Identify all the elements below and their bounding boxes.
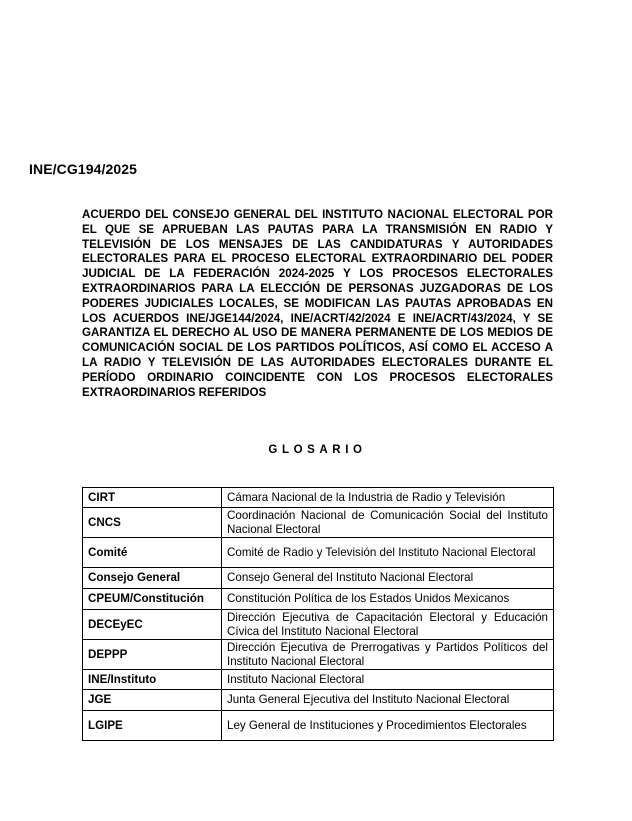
glossary-definition: Cámara Nacional de la Industria de Radio y Televisión	[222, 488, 554, 508]
glossary-definition: Ley General de Instituciones y Procedimientos Electorales	[222, 711, 554, 741]
glossary-term: DEPPP	[83, 640, 222, 670]
document-id: INE/CG194/2025	[29, 161, 138, 177]
glossary-row	[83, 640, 554, 670]
glossary-definition: Coordinación Nacional de Comunicación Social del Instituto Nacional Electoral	[222, 508, 554, 538]
glossary-definition: Comité de Radio y Televisión del Instituto Nacional Electoral	[222, 538, 554, 568]
glossary-row	[83, 711, 554, 741]
glossary-definition: Dirección Ejecutiva de Prerrogativas y Partidos Políticos del Instituto Nacional Electoral	[222, 640, 554, 670]
glossary-term: LGIPE	[83, 711, 222, 741]
glossary-row	[83, 690, 554, 711]
glossary-row	[83, 508, 554, 538]
glossary-term: Consejo General	[83, 568, 222, 589]
glossary-term: DECEyEC	[83, 610, 222, 640]
glossary-row	[83, 488, 554, 508]
glossary-definition: Junta General Ejecutiva del Instituto Nacional Electoral	[222, 690, 554, 711]
glossary-definition: Consejo General del Instituto Nacional Electoral	[222, 568, 554, 589]
glossary-row	[83, 670, 554, 690]
glossary-term: CIRT	[83, 488, 222, 508]
glossary-term: CPEUM/Constitución	[83, 589, 222, 610]
glossary-definition: Dirección Ejecutiva de Capacitación Electoral y Educación Cívica del Instituto Nacional Electoral	[222, 610, 554, 640]
glossary-definition: Constitución Política de los Estados Unidos Mexicanos	[222, 589, 554, 610]
glossary-heading: GLOSARIO	[268, 444, 367, 456]
glossary-table	[82, 487, 554, 741]
glossary-row	[83, 538, 554, 568]
glossary-row	[83, 610, 554, 640]
glossary-term: CNCS	[83, 508, 222, 538]
glossary-row	[83, 589, 554, 610]
glossary-row	[83, 568, 554, 589]
glossary-term: Comité	[83, 538, 222, 568]
glossary-term: JGE	[83, 690, 222, 711]
glossary-term: INE/Instituto	[83, 670, 222, 690]
agreement-title: ACUERDO DEL CONSEJO GENERAL DEL INSTITUTO NACIONAL ELECTORAL POR EL QUE SE APRUEBAN LAS PAUTAS PARA LA TRANSMISIÓN EN RADIO Y TELEVISIÓN DE LOS MENSAJES DE LAS CANDIDATURAS Y AUTORIDADES ELECTORALES PARA EL PROCESO ELECTORAL EXTRAORDINARIO DEL PODER JUDICIAL DE LA FEDERACIÓN 2024-2025 Y LOS PROCESOS ELECTORALES EXTRAORDINARIOS PARA LA ELECCIÓN DE PERSONAS JUZGADORAS DE LOS PODERES JUDICIALES LOCALES, SE MODIFICAN LAS PAUTAS APROBADAS EN LOS ACUERDOS INE/JGE144/2024, INE/ACRT/42/2024 E INE/ACRT/43/2024, Y SE GARANTIZA EL DERECHO AL USO DE MANERA PERMANENTE DE LOS MEDIOS DE COMUNICACIÓN SOCIAL DE LOS PARTIDOS POLÍTICOS, ASÍ COMO EL ACCESO A LA RADIO Y TELEVISIÓN DE LAS AUTORIDADES ELECTORALES DURANTE EL PERÍODO ORDINARIO COINCIDENTE CON LOS PROCESOS ELECTORALES EXTRAORDINARIOS REFERIDOS	[82, 208, 553, 399]
glossary-definition: Instituto Nacional Electoral	[222, 670, 554, 690]
